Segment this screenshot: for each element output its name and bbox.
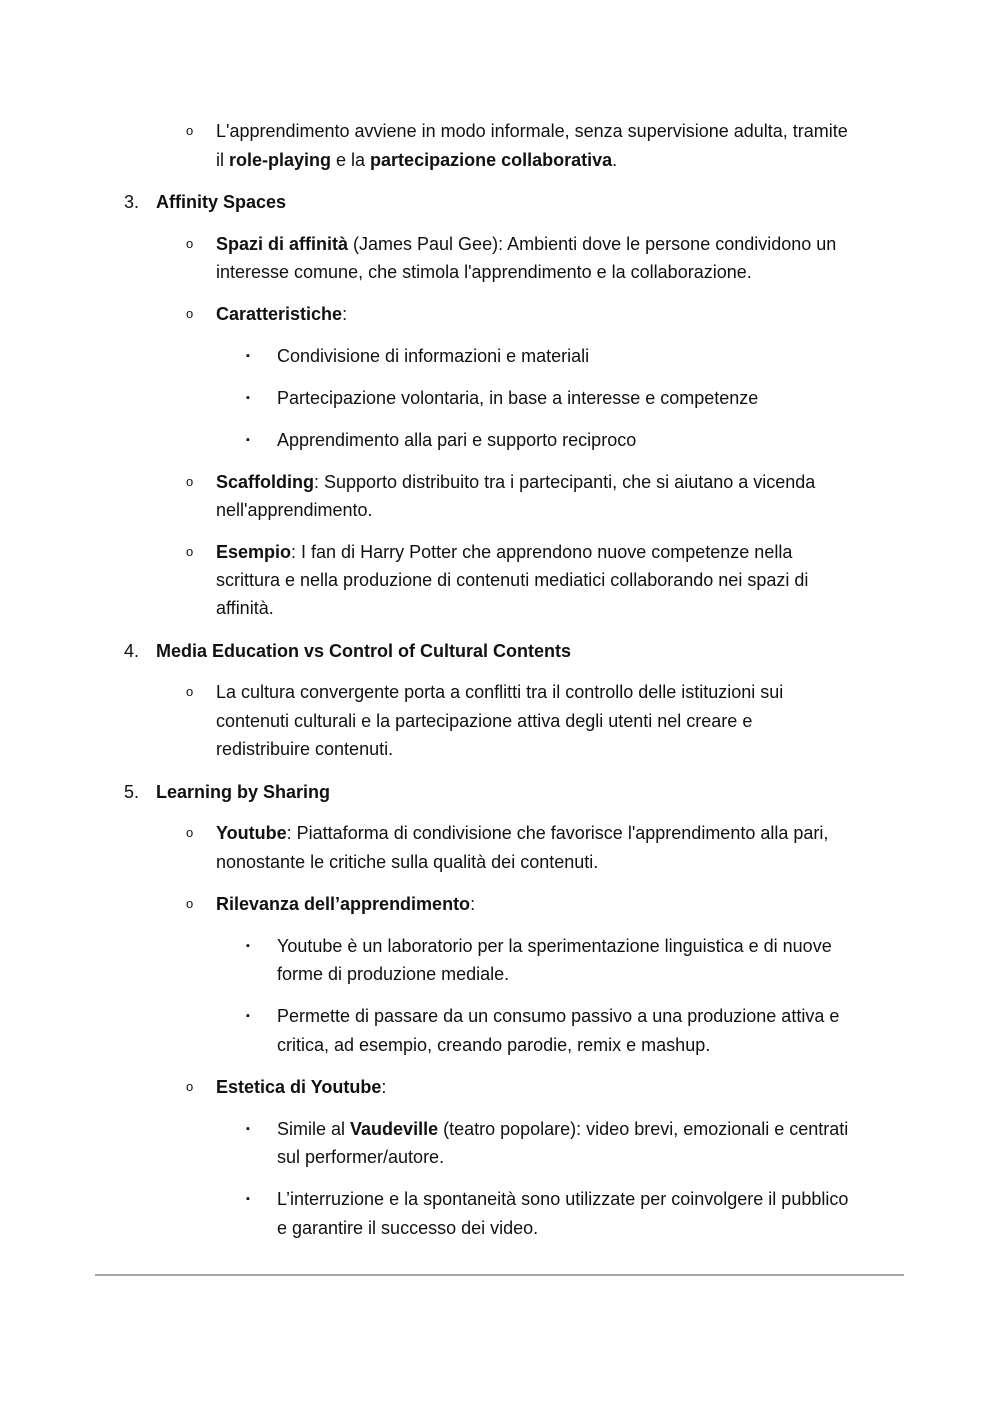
bullet-marker: o xyxy=(186,236,194,251)
sub-bullet-text: e garantire il successo dei video. xyxy=(277,1218,539,1238)
bullet-marker: o xyxy=(186,896,194,911)
bullet-text: contenuti culturali e la partecipazione attiva degli utenti nel creare e xyxy=(216,711,753,731)
sub-bullet-marker: ▪ xyxy=(246,434,250,446)
bullet-text: Rilevanza dell’apprendimento: xyxy=(216,894,476,914)
sub-bullet-marker: ▪ xyxy=(246,1193,250,1205)
sub-bullet-text: Permette di passare da un consumo passivo a una produzione attiva e xyxy=(277,1006,840,1026)
bullet-marker: o xyxy=(186,123,194,138)
sub-bullet-text: Partecipazione volontaria, in base a interesse e competenze xyxy=(277,388,759,408)
section-number: 5. xyxy=(124,782,140,802)
sub-bullet-text: Simile al Vaudeville (teatro popolare): video brevi, emozionali e centrati xyxy=(277,1119,849,1139)
bullet-marker: o xyxy=(186,474,194,489)
bullet-text: Estetica di Youtube: xyxy=(216,1077,387,1097)
sub-bullet-marker: ▪ xyxy=(246,392,250,404)
bullet-marker: o xyxy=(186,825,194,840)
sub-bullet-marker: ▪ xyxy=(246,350,250,362)
bullet-text: nell'apprendimento. xyxy=(216,500,373,520)
bullet-text: L'apprendimento avviene in modo informale, senza supervisione adulta, tramite xyxy=(216,121,848,141)
section-heading: Media Education vs Control of Cultural Contents xyxy=(156,641,572,661)
sub-bullet-marker: ▪ xyxy=(246,1123,250,1135)
sub-bullet-marker: ▪ xyxy=(246,940,250,952)
sub-bullet-text: L’interruzione e la spontaneità sono utilizzate per coinvolgere il pubblico xyxy=(277,1189,849,1209)
section-heading: Learning by Sharing xyxy=(156,782,331,802)
bullet-marker: o xyxy=(186,544,194,559)
bullet-marker: o xyxy=(186,1079,194,1094)
bullet-text: scrittura e nella produzione di contenuti mediatici collaborando nei spazi di xyxy=(216,570,809,590)
bullet-text: affinità. xyxy=(216,598,274,618)
bullet-text: interesse comune, che stimola l'apprendimento e la collaborazione. xyxy=(216,262,752,282)
bullet-marker: o xyxy=(186,684,194,699)
sub-bullet-text: Youtube è un laboratorio per la sperimentazione linguistica e di nuove xyxy=(277,936,832,956)
sub-bullet-marker: ▪ xyxy=(246,1010,250,1022)
bullet-text: nonostante le critiche sulla qualità dei contenuti. xyxy=(216,852,599,872)
sub-bullet-text: Condivisione di informazioni e materiali xyxy=(277,346,590,366)
bullet-text: Caratteristiche: xyxy=(216,304,348,324)
horizontal-rule xyxy=(95,1274,904,1276)
bullet-marker: o xyxy=(186,306,194,321)
sub-bullet-text: Apprendimento alla pari e supporto reciproco xyxy=(277,430,637,450)
bullet-text: Esempio: I fan di Harry Potter che apprendono nuove competenze nella xyxy=(216,542,793,562)
bullet-text: Scaffolding: Supporto distribuito tra i partecipanti, che si aiutano a vicenda xyxy=(216,472,816,492)
bullet-text: Spazi di affinità (James Paul Gee): Ambienti dove le persone condividono un xyxy=(216,234,837,254)
bullet-text: La cultura convergente porta a conflitti tra il controllo delle istituzioni sui xyxy=(216,682,784,702)
sub-bullet-text: forme di produzione mediale. xyxy=(277,964,510,984)
bullet-text: redistribuire contenuti. xyxy=(216,739,394,759)
section-heading: Affinity Spaces xyxy=(156,192,287,212)
bullet-text: Youtube: Piattaforma di condivisione che favorisce l'apprendimento alla pari, xyxy=(216,823,829,843)
bullet-text: il role-playing e la partecipazione collaborativa. xyxy=(216,150,618,170)
sub-bullet-text: critica, ad esempio, creando parodie, remix e mashup. xyxy=(277,1035,711,1055)
section-number: 4. xyxy=(124,641,140,661)
section-number: 3. xyxy=(124,192,140,212)
sub-bullet-text: sul performer/autore. xyxy=(277,1147,445,1167)
